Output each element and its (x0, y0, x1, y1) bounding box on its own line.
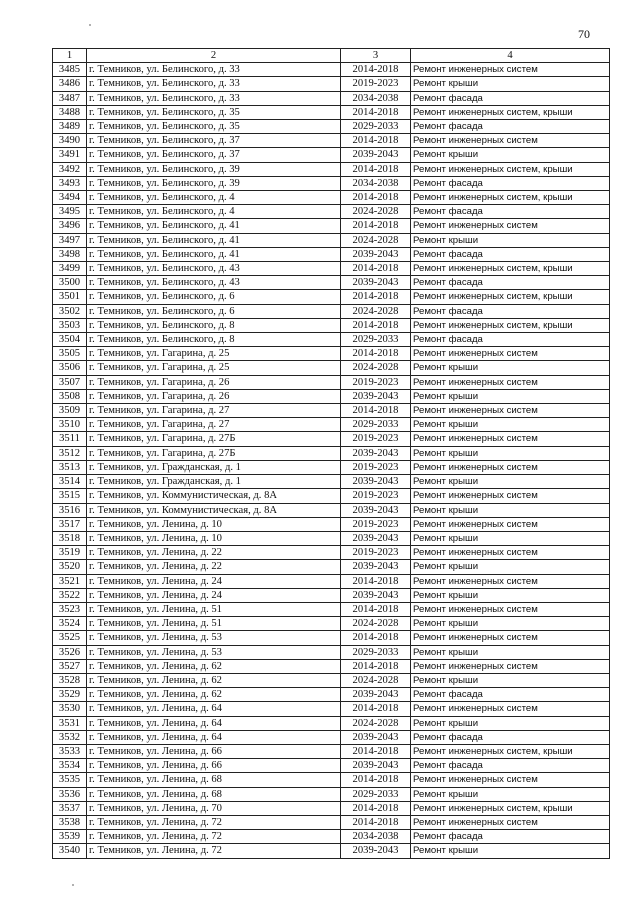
address-cell: г. Темников, ул. Белинского, д. 4 (87, 205, 341, 219)
table-row (53, 702, 610, 716)
period-cell: 2029-2033 (341, 120, 411, 134)
row-number-cell: 3534 (53, 759, 87, 773)
work-type-cell: Ремонт фасада (411, 688, 610, 702)
period-cell: 2039-2043 (341, 389, 411, 403)
address-cell: г. Темников, ул. Ленина, д. 72 (87, 815, 341, 829)
row-number-cell: 3492 (53, 162, 87, 176)
work-type-cell: Ремонт инженерных систем (411, 375, 610, 389)
row-number-cell: 3494 (53, 191, 87, 205)
row-number-cell: 3526 (53, 645, 87, 659)
repair-schedule-table (52, 48, 610, 859)
period-cell: 2019-2023 (341, 460, 411, 474)
table-row (53, 730, 610, 744)
row-number-cell: 3500 (53, 276, 87, 290)
period-cell: 2014-2018 (341, 162, 411, 176)
work-type-cell: Ремонт фасада (411, 333, 610, 347)
address-cell: г. Темников, ул. Белинского, д. 41 (87, 233, 341, 247)
period-cell: 2019-2023 (341, 489, 411, 503)
row-number-cell: 3521 (53, 574, 87, 588)
period-cell: 2029-2033 (341, 333, 411, 347)
work-type-cell: Ремонт фасада (411, 730, 610, 744)
column-header-4: 4 (411, 49, 610, 63)
address-cell: г. Темников, ул. Гагарина, д. 27Б (87, 446, 341, 460)
work-type-cell: Ремонт фасада (411, 247, 610, 261)
period-cell: 2024-2028 (341, 716, 411, 730)
row-number-cell: 3538 (53, 815, 87, 829)
period-cell: 2029-2033 (341, 787, 411, 801)
table-row (53, 219, 610, 233)
address-cell: г. Темников, ул. Гагарина, д. 26 (87, 375, 341, 389)
address-cell: г. Темников, ул. Ленина, д. 53 (87, 631, 341, 645)
column-header-2: 2 (87, 49, 341, 63)
table-row (53, 531, 610, 545)
address-cell: г. Темников, ул. Ленина, д. 72 (87, 844, 341, 858)
table-row (53, 688, 610, 702)
period-cell: 2014-2018 (341, 347, 411, 361)
address-cell: г. Темников, ул. Белинского, д. 35 (87, 105, 341, 119)
table-row (53, 773, 610, 787)
table-row (53, 404, 610, 418)
address-cell: г. Темников, ул. Гагарина, д. 25 (87, 361, 341, 375)
period-cell: 2014-2018 (341, 815, 411, 829)
table-row (53, 162, 610, 176)
address-cell: г. Темников, ул. Ленина, д. 53 (87, 645, 341, 659)
work-type-cell: Ремонт инженерных систем (411, 815, 610, 829)
page-number: 70 (578, 27, 590, 41)
address-cell: г. Темников, ул. Белинского, д. 4 (87, 191, 341, 205)
row-number-cell: 3537 (53, 801, 87, 815)
address-cell: г. Темников, ул. Коммунистическая, д. 8А (87, 489, 341, 503)
period-cell: 2014-2018 (341, 801, 411, 815)
address-cell: г. Темников, ул. Белинского, д. 35 (87, 120, 341, 134)
work-type-cell: Ремонт инженерных систем, крыши (411, 191, 610, 205)
row-number-cell: 3504 (53, 333, 87, 347)
period-cell: 2014-2018 (341, 602, 411, 616)
table-row (53, 673, 610, 687)
period-cell: 2039-2043 (341, 844, 411, 858)
period-cell: 2029-2033 (341, 645, 411, 659)
row-number-cell: 3489 (53, 120, 87, 134)
work-type-cell: Ремонт крыши (411, 503, 610, 517)
work-type-cell: Ремонт крыши (411, 716, 610, 730)
work-type-cell: Ремонт инженерных систем, крыши (411, 262, 610, 276)
address-cell: г. Темников, ул. Ленина, д. 64 (87, 716, 341, 730)
period-cell: 2024-2028 (341, 304, 411, 318)
table-row (53, 503, 610, 517)
table-row (53, 418, 610, 432)
work-type-cell: Ремонт инженерных систем, крыши (411, 105, 610, 119)
period-cell: 2039-2043 (341, 759, 411, 773)
address-cell: г. Темников, ул. Белинского, д. 39 (87, 176, 341, 190)
table-row (53, 787, 610, 801)
work-type-cell: Ремонт крыши (411, 389, 610, 403)
row-number-cell: 3514 (53, 475, 87, 489)
address-cell: г. Темников, ул. Ленина, д. 72 (87, 830, 341, 844)
row-number-cell: 3506 (53, 361, 87, 375)
address-cell: г. Темников, ул. Белинского, д. 33 (87, 91, 341, 105)
work-type-cell: Ремонт крыши (411, 531, 610, 545)
work-type-cell: Ремонт фасада (411, 205, 610, 219)
row-number-cell: 3530 (53, 702, 87, 716)
work-type-cell: Ремонт крыши (411, 446, 610, 460)
table-body (53, 63, 610, 858)
table-row (53, 389, 610, 403)
work-type-cell: Ремонт крыши (411, 588, 610, 602)
address-cell: г. Темников, ул. Белинского, д. 43 (87, 276, 341, 290)
row-number-cell: 3517 (53, 517, 87, 531)
table-row (53, 375, 610, 389)
work-type-cell: Ремонт инженерных систем (411, 517, 610, 531)
period-cell: 2014-2018 (341, 191, 411, 205)
table-row (53, 233, 610, 247)
table-row (53, 546, 610, 560)
period-cell: 2029-2033 (341, 418, 411, 432)
table-row (53, 744, 610, 758)
period-cell: 2019-2023 (341, 375, 411, 389)
address-cell: г. Темников, ул. Гражданская, д. 1 (87, 475, 341, 489)
row-number-cell: 3487 (53, 91, 87, 105)
period-cell: 2019-2023 (341, 517, 411, 531)
work-type-cell: Ремонт инженерных систем (411, 460, 610, 474)
row-number-cell: 3488 (53, 105, 87, 119)
header-row (53, 49, 610, 63)
address-cell: г. Темников, ул. Гражданская, д. 1 (87, 460, 341, 474)
row-number-cell: 3522 (53, 588, 87, 602)
work-type-cell: Ремонт крыши (411, 617, 610, 631)
address-cell: г. Темников, ул. Ленина, д. 68 (87, 787, 341, 801)
address-cell: г. Темников, ул. Ленина, д. 10 (87, 531, 341, 545)
period-cell: 2024-2028 (341, 205, 411, 219)
period-cell: 2039-2043 (341, 560, 411, 574)
address-cell: г. Темников, ул. Ленина, д. 24 (87, 574, 341, 588)
work-type-cell: Ремонт инженерных систем (411, 659, 610, 673)
period-cell: 2014-2018 (341, 318, 411, 332)
address-cell: г. Темников, ул. Ленина, д. 22 (87, 560, 341, 574)
row-number-cell: 3533 (53, 744, 87, 758)
row-number-cell: 3540 (53, 844, 87, 858)
address-cell: г. Темников, ул. Гагарина, д. 27 (87, 404, 341, 418)
address-cell: г. Темников, ул. Ленина, д. 62 (87, 673, 341, 687)
period-cell: 2039-2043 (341, 588, 411, 602)
table-row (53, 631, 610, 645)
work-type-cell: Ремонт крыши (411, 475, 610, 489)
work-type-cell: Ремонт инженерных систем (411, 546, 610, 560)
period-cell: 2024-2028 (341, 361, 411, 375)
period-cell: 2039-2043 (341, 276, 411, 290)
period-cell: 2014-2018 (341, 262, 411, 276)
period-cell: 2014-2018 (341, 219, 411, 233)
period-cell: 2024-2028 (341, 233, 411, 247)
row-number-cell: 3503 (53, 318, 87, 332)
address-cell: г. Темников, ул. Гагарина, д. 25 (87, 347, 341, 361)
table-row (53, 517, 610, 531)
period-cell: 2014-2018 (341, 63, 411, 77)
row-number-cell: 3495 (53, 205, 87, 219)
column-header-3: 3 (341, 49, 411, 63)
table-row (53, 574, 610, 588)
work-type-cell: Ремонт инженерных систем, крыши (411, 290, 610, 304)
address-cell: г. Темников, ул. Ленина, д. 64 (87, 730, 341, 744)
row-number-cell: 3520 (53, 560, 87, 574)
row-number-cell: 3497 (53, 233, 87, 247)
table-row (53, 588, 610, 602)
column-header-1: 1 (53, 49, 87, 63)
address-cell: г. Темников, ул. Гагарина, д. 27Б (87, 432, 341, 446)
period-cell: 2014-2018 (341, 744, 411, 758)
table-row (53, 290, 610, 304)
table-row (53, 304, 610, 318)
table-row (53, 134, 610, 148)
row-number-cell: 3505 (53, 347, 87, 361)
table-row (53, 276, 610, 290)
row-number-cell: 3535 (53, 773, 87, 787)
table-row (53, 318, 610, 332)
row-number-cell: 3513 (53, 460, 87, 474)
work-type-cell: Ремонт крыши (411, 148, 610, 162)
work-type-cell: Ремонт фасада (411, 120, 610, 134)
work-type-cell: Ремонт инженерных систем (411, 432, 610, 446)
row-number-cell: 3532 (53, 730, 87, 744)
period-cell: 2014-2018 (341, 134, 411, 148)
work-type-cell: Ремонт крыши (411, 645, 610, 659)
work-type-cell: Ремонт фасада (411, 176, 610, 190)
period-cell: 2014-2018 (341, 631, 411, 645)
row-number-cell: 3536 (53, 787, 87, 801)
period-cell: 2014-2018 (341, 702, 411, 716)
scan-speck (89, 24, 91, 26)
row-number-cell: 3524 (53, 617, 87, 631)
row-number-cell: 3508 (53, 389, 87, 403)
address-cell: г. Темников, ул. Белинского, д. 8 (87, 333, 341, 347)
table-row (53, 191, 610, 205)
table-row (53, 205, 610, 219)
period-cell: 2014-2018 (341, 773, 411, 787)
address-cell: г. Темников, ул. Ленина, д. 64 (87, 702, 341, 716)
table-row (53, 602, 610, 616)
row-number-cell: 3523 (53, 602, 87, 616)
work-type-cell: Ремонт фасада (411, 759, 610, 773)
row-number-cell: 3528 (53, 673, 87, 687)
period-cell: 2039-2043 (341, 446, 411, 460)
address-cell: г. Темников, ул. Коммунистическая, д. 8А (87, 503, 341, 517)
address-cell: г. Темников, ул. Белинского, д. 41 (87, 247, 341, 261)
table-header (53, 49, 610, 63)
table-row (53, 659, 610, 673)
table-row (53, 148, 610, 162)
table-row (53, 446, 610, 460)
address-cell: г. Темников, ул. Ленина, д. 70 (87, 801, 341, 815)
period-cell: 2039-2043 (341, 503, 411, 517)
table-row (53, 645, 610, 659)
period-cell: 2034-2038 (341, 91, 411, 105)
row-number-cell: 3516 (53, 503, 87, 517)
address-cell: г. Темников, ул. Белинского, д. 6 (87, 290, 341, 304)
row-number-cell: 3507 (53, 375, 87, 389)
period-cell: 2014-2018 (341, 290, 411, 304)
period-cell: 2039-2043 (341, 148, 411, 162)
work-type-cell: Ремонт крыши (411, 787, 610, 801)
period-cell: 2039-2043 (341, 688, 411, 702)
period-cell: 2019-2023 (341, 432, 411, 446)
address-cell: г. Темников, ул. Ленина, д. 51 (87, 602, 341, 616)
work-type-cell: Ремонт инженерных систем, крыши (411, 801, 610, 815)
row-number-cell: 3491 (53, 148, 87, 162)
work-type-cell: Ремонт инженерных систем (411, 602, 610, 616)
work-type-cell: Ремонт фасада (411, 304, 610, 318)
address-cell: г. Темников, ул. Белинского, д. 39 (87, 162, 341, 176)
table-row (53, 120, 610, 134)
table-row (53, 844, 610, 858)
work-type-cell: Ремонт инженерных систем (411, 702, 610, 716)
table-row (53, 77, 610, 91)
work-type-cell: Ремонт инженерных систем (411, 63, 610, 77)
address-cell: г. Темников, ул. Белинского, д. 8 (87, 318, 341, 332)
work-type-cell: Ремонт инженерных систем (411, 574, 610, 588)
row-number-cell: 3529 (53, 688, 87, 702)
address-cell: г. Темников, ул. Ленина, д. 62 (87, 688, 341, 702)
address-cell: г. Темников, ул. Ленина, д. 66 (87, 759, 341, 773)
work-type-cell: Ремонт крыши (411, 233, 610, 247)
table-row (53, 716, 610, 730)
period-cell: 2014-2018 (341, 404, 411, 418)
work-type-cell: Ремонт фасада (411, 276, 610, 290)
row-number-cell: 3501 (53, 290, 87, 304)
period-cell: 2024-2028 (341, 673, 411, 687)
table-row (53, 333, 610, 347)
address-cell: г. Темников, ул. Гагарина, д. 26 (87, 389, 341, 403)
work-type-cell: Ремонт инженерных систем (411, 347, 610, 361)
table-row (53, 91, 610, 105)
work-type-cell: Ремонт инженерных систем (411, 219, 610, 233)
work-type-cell: Ремонт инженерных систем (411, 489, 610, 503)
work-type-cell: Ремонт фасада (411, 91, 610, 105)
table-row (53, 617, 610, 631)
period-cell: 2019-2023 (341, 546, 411, 560)
address-cell: г. Темников, ул. Ленина, д. 68 (87, 773, 341, 787)
table-row (53, 489, 610, 503)
row-number-cell: 3518 (53, 531, 87, 545)
row-number-cell: 3539 (53, 830, 87, 844)
table-row (53, 63, 610, 77)
work-type-cell: Ремонт крыши (411, 361, 610, 375)
scan-speck (72, 884, 74, 886)
table-row (53, 176, 610, 190)
period-cell: 2019-2023 (341, 77, 411, 91)
address-cell: г. Темников, ул. Белинского, д. 33 (87, 77, 341, 91)
work-type-cell: Ремонт инженерных систем, крыши (411, 162, 610, 176)
table-row (53, 361, 610, 375)
address-cell: г. Темников, ул. Белинского, д. 37 (87, 148, 341, 162)
table-row (53, 432, 610, 446)
work-type-cell: Ремонт инженерных систем (411, 773, 610, 787)
address-cell: г. Темников, ул. Ленина, д. 10 (87, 517, 341, 531)
row-number-cell: 3499 (53, 262, 87, 276)
work-type-cell: Ремонт крыши (411, 77, 610, 91)
table-row (53, 759, 610, 773)
address-cell: г. Темников, ул. Ленина, д. 51 (87, 617, 341, 631)
address-cell: г. Темников, ул. Белинского, д. 6 (87, 304, 341, 318)
row-number-cell: 3490 (53, 134, 87, 148)
period-cell: 2014-2018 (341, 659, 411, 673)
period-cell: 2034-2038 (341, 176, 411, 190)
work-type-cell: Ремонт инженерных систем (411, 631, 610, 645)
row-number-cell: 3512 (53, 446, 87, 460)
period-cell: 2039-2043 (341, 531, 411, 545)
work-type-cell: Ремонт крыши (411, 673, 610, 687)
table-row (53, 247, 610, 261)
row-number-cell: 3509 (53, 404, 87, 418)
work-type-cell: Ремонт инженерных систем, крыши (411, 318, 610, 332)
period-cell: 2039-2043 (341, 730, 411, 744)
address-cell: г. Темников, ул. Белинского, д. 43 (87, 262, 341, 276)
table-row (53, 830, 610, 844)
period-cell: 2039-2043 (341, 475, 411, 489)
period-cell: 2014-2018 (341, 574, 411, 588)
table-row (53, 105, 610, 119)
row-number-cell: 3519 (53, 546, 87, 560)
row-number-cell: 3496 (53, 219, 87, 233)
row-number-cell: 3511 (53, 432, 87, 446)
work-type-cell: Ремонт фасада (411, 830, 610, 844)
address-cell: г. Темников, ул. Белинского, д. 37 (87, 134, 341, 148)
period-cell: 2034-2038 (341, 830, 411, 844)
work-type-cell: Ремонт крыши (411, 418, 610, 432)
work-type-cell: Ремонт инженерных систем, крыши (411, 744, 610, 758)
row-number-cell: 3527 (53, 659, 87, 673)
table-row (53, 560, 610, 574)
row-number-cell: 3510 (53, 418, 87, 432)
table-row (53, 347, 610, 361)
row-number-cell: 3531 (53, 716, 87, 730)
row-number-cell: 3485 (53, 63, 87, 77)
row-number-cell: 3493 (53, 176, 87, 190)
table-row (53, 475, 610, 489)
address-cell: г. Темников, ул. Ленина, д. 22 (87, 546, 341, 560)
table-row (53, 262, 610, 276)
work-type-cell: Ремонт инженерных систем (411, 404, 610, 418)
address-cell: г. Темников, ул. Ленина, д. 62 (87, 659, 341, 673)
row-number-cell: 3502 (53, 304, 87, 318)
table-row (53, 815, 610, 829)
row-number-cell: 3515 (53, 489, 87, 503)
row-number-cell: 3486 (53, 77, 87, 91)
period-cell: 2024-2028 (341, 617, 411, 631)
address-cell: г. Темников, ул. Ленина, д. 66 (87, 744, 341, 758)
address-cell: г. Темников, ул. Белинского, д. 33 (87, 63, 341, 77)
row-number-cell: 3498 (53, 247, 87, 261)
address-cell: г. Темников, ул. Белинского, д. 41 (87, 219, 341, 233)
period-cell: 2014-2018 (341, 105, 411, 119)
row-number-cell: 3525 (53, 631, 87, 645)
period-cell: 2039-2043 (341, 247, 411, 261)
work-type-cell: Ремонт инженерных систем (411, 134, 610, 148)
work-type-cell: Ремонт крыши (411, 844, 610, 858)
table-row (53, 460, 610, 474)
work-type-cell: Ремонт крыши (411, 560, 610, 574)
address-cell: г. Темников, ул. Гагарина, д. 27 (87, 418, 341, 432)
table-row (53, 801, 610, 815)
address-cell: г. Темников, ул. Ленина, д. 24 (87, 588, 341, 602)
